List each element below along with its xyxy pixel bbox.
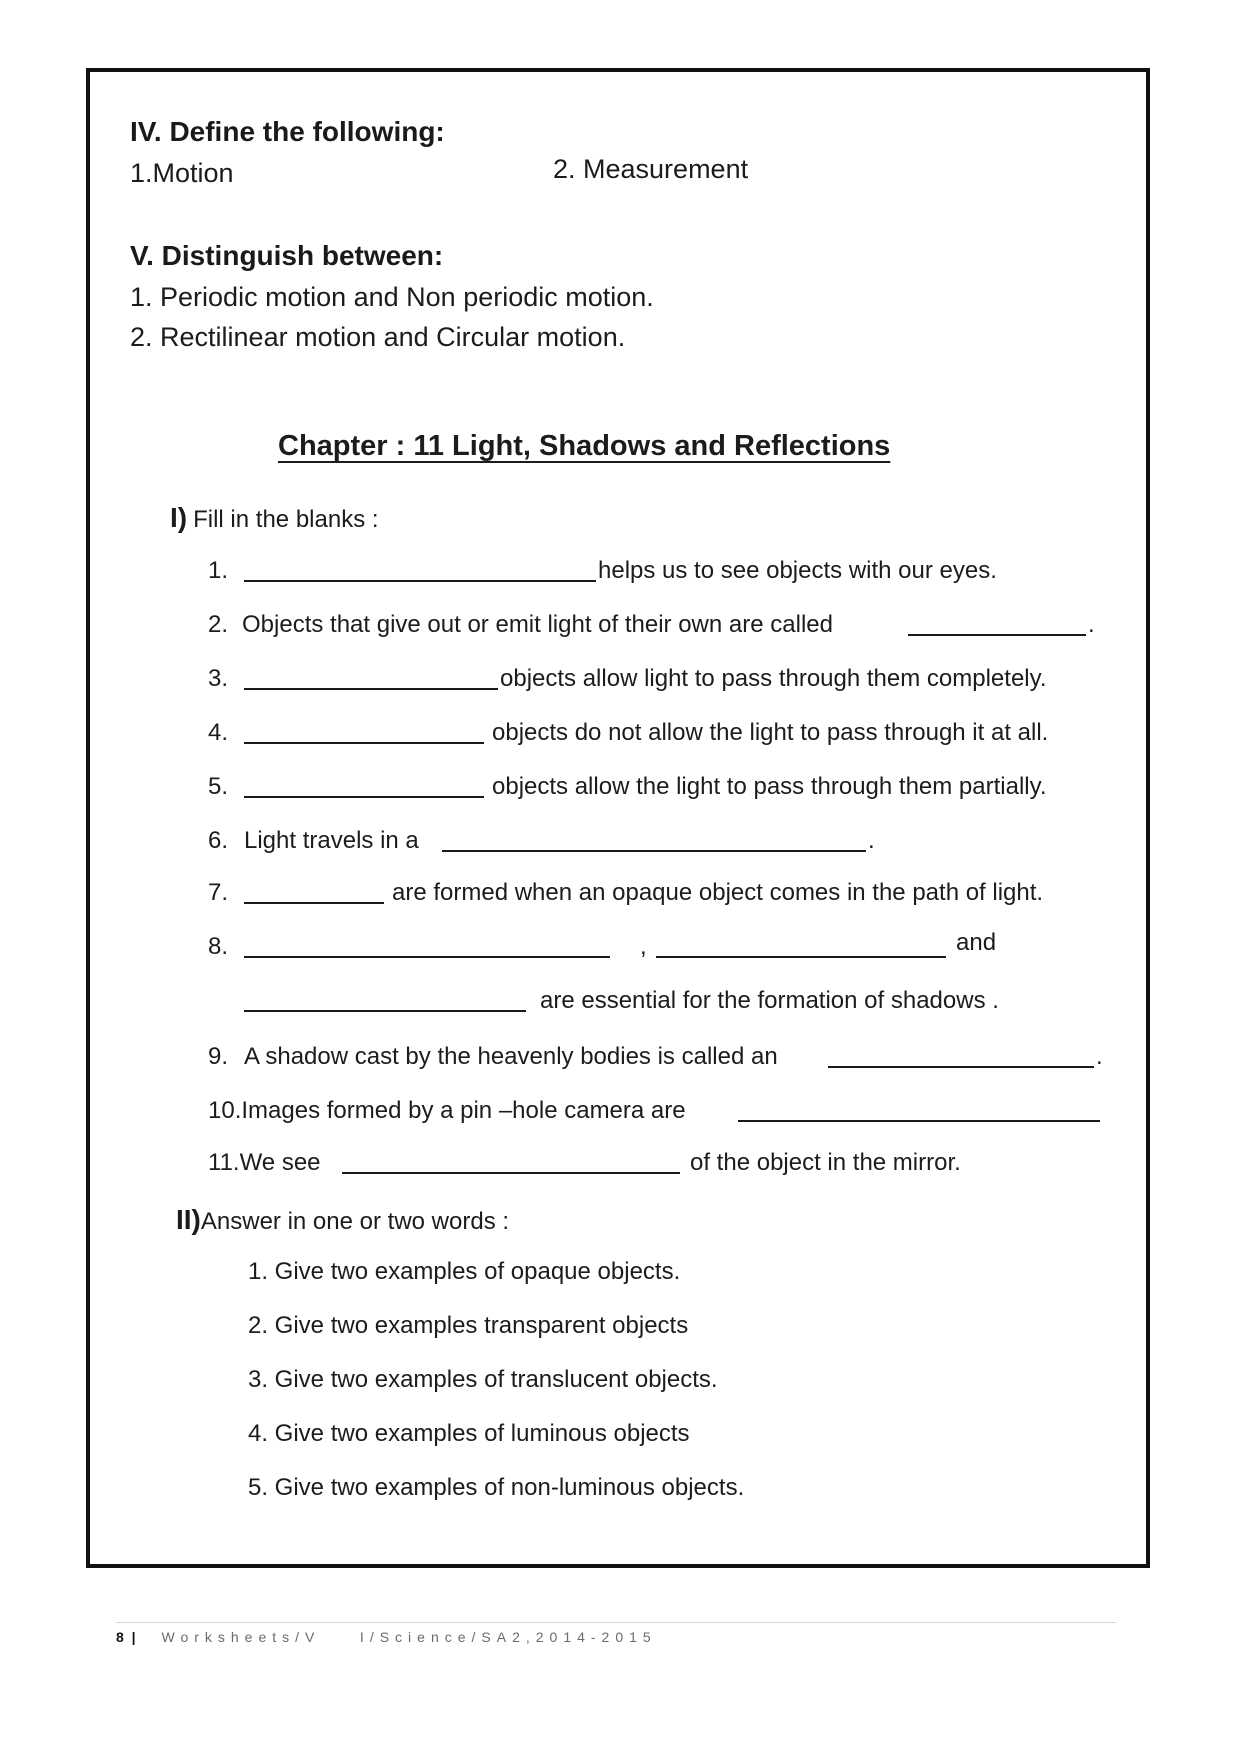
distinguish-item-1: 1. Periodic motion and Non periodic motion. xyxy=(130,282,654,312)
answer-question-4: 4. Give two examples of luminous objects xyxy=(248,1420,690,1447)
question-text: helps us to see objects with our eyes. xyxy=(598,557,997,584)
answer-question-3: 3. Give two examples of translucent objects. xyxy=(248,1366,718,1393)
blank-question-7 xyxy=(208,878,1108,908)
answer-question-1: 1. Give two examples of opaque objects. xyxy=(248,1258,681,1285)
question-text-after: of the object in the mirror. xyxy=(690,1149,961,1176)
blank-question-6 xyxy=(208,826,1108,856)
page-footer xyxy=(116,1629,657,1645)
answer-blank xyxy=(828,1066,1094,1068)
answer-blank xyxy=(738,1120,1100,1122)
question-number: 7. xyxy=(208,879,229,906)
part-i-label: Fill in the blanks : xyxy=(193,506,379,533)
page-number: 8 | xyxy=(116,1629,138,1645)
question-text: objects do not allow the light to pass through it at all. xyxy=(492,719,1049,746)
question-text: Objects that give out or emit light of their own are called xyxy=(242,611,833,638)
question-comma: , xyxy=(640,933,647,960)
blank-question-9 xyxy=(208,1042,1108,1072)
part-ii-numeral: II) xyxy=(176,1204,201,1235)
section-iv-heading: IV. Define the following: xyxy=(130,116,445,147)
question-text: Light travels in a xyxy=(244,827,419,854)
blank-question-10 xyxy=(208,1096,1108,1126)
answer-blank xyxy=(244,580,596,582)
define-item-measurement: 2. Measurement xyxy=(553,154,749,184)
blank-question-8-continued xyxy=(208,986,1108,1016)
question-number: 2. xyxy=(208,611,229,638)
distinguish-item-2: 2. Rectilinear motion and Circular motion. xyxy=(130,322,626,352)
question-text: are essential for the formation of shadows . xyxy=(540,987,999,1014)
answer-blank xyxy=(342,1172,680,1174)
answer-blank xyxy=(244,796,484,798)
question-number: 1. xyxy=(208,557,229,584)
blank-question-11 xyxy=(208,1148,1108,1178)
question-and: and xyxy=(956,929,997,956)
chapter-title: Chapter : 11 Light, Shadows and Reflections xyxy=(278,430,891,462)
answer-blank xyxy=(908,634,1086,636)
answer-question-5: 5. Give two examples of non-luminous objects. xyxy=(248,1474,745,1501)
question-number: 6. xyxy=(208,827,229,854)
answer-blank xyxy=(244,742,484,744)
question-number: 8. xyxy=(208,933,229,960)
footer-divider xyxy=(116,1622,1116,1623)
blank-question-4 xyxy=(208,718,1108,748)
footer-text: Worksheets/V I/Science/SA2,2014-2015 xyxy=(161,1629,657,1645)
question-text: A shadow cast by the heavenly bodies is called an xyxy=(244,1043,778,1070)
part-ii-heading xyxy=(176,1204,509,1236)
blank-question-2 xyxy=(208,610,1108,640)
answer-question-2: 2. Give two examples transparent objects xyxy=(248,1312,689,1339)
answer-blank xyxy=(442,850,866,852)
question-text: 11.We see xyxy=(208,1149,321,1176)
question-number: 3. xyxy=(208,665,229,692)
blank-question-5 xyxy=(208,772,1108,802)
question-text: are formed when an opaque object comes in the path of light. xyxy=(392,879,1044,906)
part-i-heading xyxy=(170,502,379,534)
question-end: . xyxy=(1096,1043,1103,1070)
question-text: objects allow the light to pass through them partially. xyxy=(492,773,1047,800)
question-end: . xyxy=(1088,611,1095,638)
blank-question-3 xyxy=(208,664,1108,694)
blank-question-8 xyxy=(208,929,1108,962)
question-text: 10.Images formed by a pin –hole camera are xyxy=(208,1097,686,1124)
answer-blank xyxy=(244,688,498,690)
question-number: 9. xyxy=(208,1043,229,1070)
part-ii-label: Answer in one or two words : xyxy=(200,1208,510,1235)
answer-blank xyxy=(244,902,384,904)
answer-blank xyxy=(244,1010,526,1012)
define-item-motion: 1.Motion xyxy=(130,158,234,188)
question-end: . xyxy=(868,827,875,854)
question-number: 4. xyxy=(208,719,229,746)
question-number: 5. xyxy=(208,773,229,800)
answer-blank xyxy=(656,956,946,958)
blank-question-1 xyxy=(208,556,1108,586)
part-i-numeral: I) xyxy=(170,502,188,533)
section-v-heading: V. Distinguish between: xyxy=(130,240,444,271)
question-text: objects allow light to pass through them completely. xyxy=(500,665,1047,692)
answer-blank xyxy=(244,956,610,958)
